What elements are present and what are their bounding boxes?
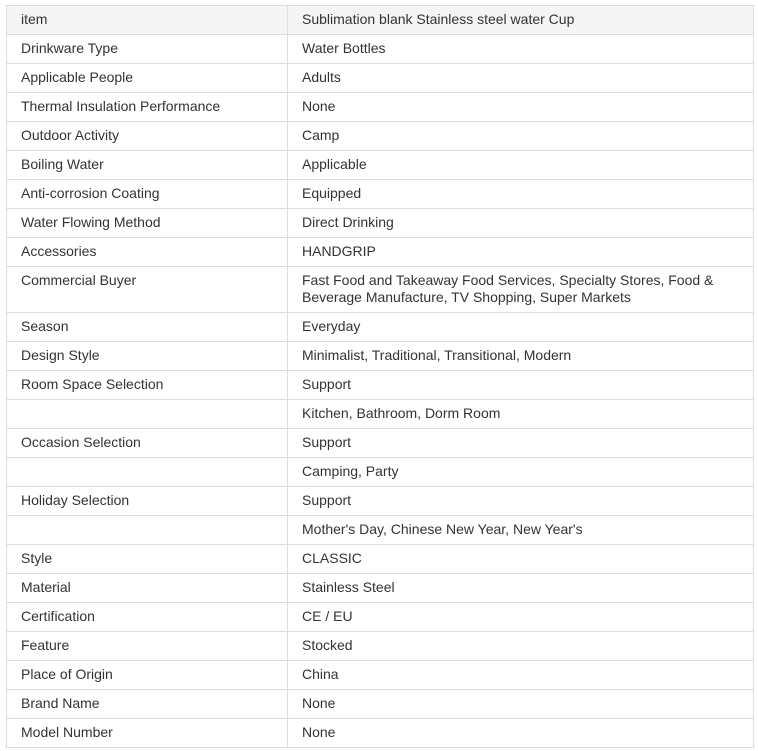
row-key-cell: Material [7,574,288,603]
row-key-cell: Model Number [7,719,288,748]
spec-table-body [7,6,754,748]
row-key-cell [7,400,288,429]
table-row [7,458,754,487]
table-row [7,487,754,516]
row-value-cell: Everyday [288,313,754,342]
row-key-cell: Certification [7,603,288,632]
row-key-cell: Feature [7,632,288,661]
table-row [7,35,754,64]
row-value-cell: Kitchen, Bathroom, Dorm Room [288,400,754,429]
row-key-cell: Applicable People [7,64,288,93]
row-key-cell: Water Flowing Method [7,209,288,238]
row-value-cell: CLASSIC [288,545,754,574]
table-row [7,574,754,603]
row-value-cell: None [288,690,754,719]
table-row [7,719,754,748]
row-value-cell: China [288,661,754,690]
row-key-cell [7,458,288,487]
row-value-cell: Support [288,429,754,458]
spec-table [6,5,754,748]
table-row [7,180,754,209]
row-value-cell: Adults [288,64,754,93]
table-row [7,93,754,122]
row-key-cell: Accessories [7,238,288,267]
row-value-cell: Minimalist, Traditional, Transitional, Modern [288,342,754,371]
table-row [7,632,754,661]
table-row [7,342,754,371]
row-key-cell: Outdoor Activity [7,122,288,151]
header-value-cell: Sublimation blank Stainless steel water Cup [288,6,754,35]
table-row [7,267,754,313]
row-value-cell: Camp [288,122,754,151]
row-value-cell: CE / EU [288,603,754,632]
row-value-cell: Fast Food and Takeaway Food Services, Specialty Stores, Food & Beverage Manufacture, TV Shopping, Super Markets [288,267,754,313]
row-key-cell: Design Style [7,342,288,371]
row-value-cell: Applicable [288,151,754,180]
table-row [7,313,754,342]
table-row [7,516,754,545]
row-key-cell: Style [7,545,288,574]
table-row [7,603,754,632]
row-key-cell: Occasion Selection [7,429,288,458]
table-row [7,209,754,238]
table-header-row [7,6,754,35]
row-key-cell: Season [7,313,288,342]
row-value-cell: Stainless Steel [288,574,754,603]
row-value-cell: Support [288,371,754,400]
row-value-cell: Support [288,487,754,516]
table-row [7,690,754,719]
row-key-cell: Brand Name [7,690,288,719]
table-row [7,371,754,400]
row-value-cell: Mother's Day, Chinese New Year, New Year's [288,516,754,545]
row-key-cell: Commercial Buyer [7,267,288,313]
table-row [7,151,754,180]
row-key-cell: Place of Origin [7,661,288,690]
table-row [7,122,754,151]
row-value-cell: None [288,719,754,748]
header-key-cell: item [7,6,288,35]
row-key-cell: Room Space Selection [7,371,288,400]
row-value-cell: Stocked [288,632,754,661]
row-key-cell: Anti-corrosion Coating [7,180,288,209]
row-value-cell: Direct Drinking [288,209,754,238]
row-value-cell: Equipped [288,180,754,209]
row-key-cell: Boiling Water [7,151,288,180]
row-value-cell: Water Bottles [288,35,754,64]
row-key-cell: Thermal Insulation Performance [7,93,288,122]
table-row [7,429,754,458]
row-value-cell: None [288,93,754,122]
table-row [7,661,754,690]
row-key-cell: Holiday Selection [7,487,288,516]
row-value-cell: HANDGRIP [288,238,754,267]
row-key-cell [7,516,288,545]
table-row [7,238,754,267]
table-row [7,545,754,574]
row-key-cell: Drinkware Type [7,35,288,64]
table-row [7,400,754,429]
table-row [7,64,754,93]
row-value-cell: Camping, Party [288,458,754,487]
